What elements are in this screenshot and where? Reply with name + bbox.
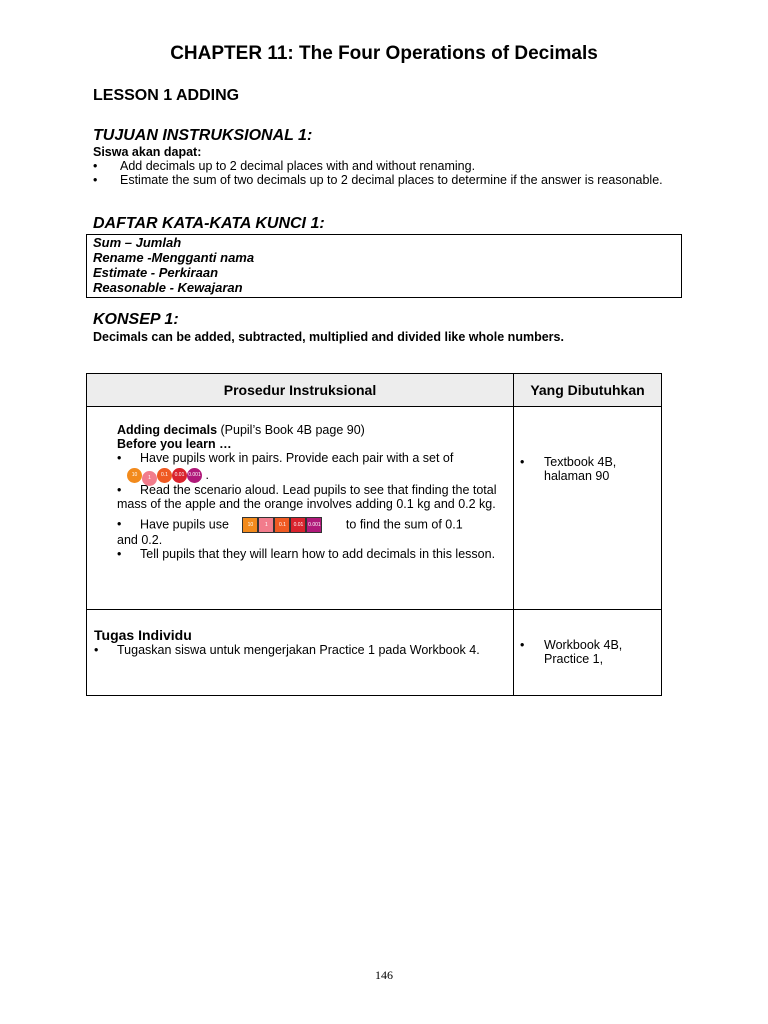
instruction-table	[86, 373, 662, 696]
keywords-box	[86, 234, 682, 298]
keyword-item: Reasonable - Kewajaran	[93, 280, 243, 295]
disc-0.1: 0.1	[157, 468, 172, 483]
place-value-squares	[232, 517, 342, 533]
objectives-section	[93, 127, 683, 187]
objectives-intro: Siswa akan dapat:	[93, 145, 202, 159]
task-item: • Tugaskan siswa untuk mengerjakan Practice 1 pada Workbook 4.	[94, 643, 512, 657]
step-3b: to find the sum of 0.1	[345, 517, 463, 532]
keyword-item: Estimate - Perkiraan	[93, 265, 219, 280]
task-resources-cell: • Workbook 4B, Practice 1,	[514, 610, 662, 696]
procedure-cell: Adding decimals (Pupil’s Book 4B page 90) Before you learn … • Have pupils work in pairs. Provide each pair with a set of 10 1 0.1 0.01 0.001 . • Read the scenario aloud. Lead pupils to see that finding the total mass of the apple and the orange involves adding 0.1 kg and 0.2 kg. • Have pupils use 10 1 0.1 0.01 0.001 to find the sum of 0.1 and 0.2. • Tell pupils that they will learn how to add decimals in this lesson.	[87, 407, 514, 610]
square-1: 1	[258, 517, 274, 533]
disc-1: 1	[142, 471, 157, 486]
step-1: Have pupils work in pairs. Provide each pair with a set of	[140, 451, 454, 465]
header-needed: Yang Dibutuhkan	[514, 374, 662, 407]
individual-task-cell	[87, 610, 514, 696]
before-you-learn: Before you learn …	[117, 437, 232, 451]
concept-text: Decimals can be added, subtracted, multiplied and divided like whole numbers.	[93, 330, 564, 344]
resource-textbook: Textbook 4B, halaman 90	[544, 455, 617, 483]
step-2: Read the scenario aloud. Lead pupils to see that finding the total mass of the apple and the orange involves adding 0.1 kg and 0.2 kg.	[117, 483, 497, 511]
task-list	[94, 643, 512, 657]
objectives-heading: TUJUAN INSTRUKSIONAL 1:	[93, 127, 313, 144]
keyword-item: Sum – Jumlah	[93, 235, 182, 250]
square-0.1: 0.1	[274, 517, 290, 533]
activity-reference: (Pupil’s Book 4B page 90)	[217, 423, 365, 437]
square-0.001: 0.001	[306, 517, 322, 533]
disc-0.001: 0.001	[187, 468, 202, 483]
resource-workbook: Workbook 4B, Practice 1,	[544, 638, 623, 666]
number-discs	[117, 465, 512, 483]
page-number: 146	[375, 968, 393, 982]
activity-title: Adding decimals	[117, 423, 218, 437]
table-row	[87, 610, 662, 696]
square-10: 10	[242, 517, 258, 533]
table-row	[87, 407, 662, 610]
objective-item: • Add decimals up to 2 decimal places with and without renaming.	[93, 159, 683, 173]
lesson-heading: LESSON 1 ADDING	[93, 87, 240, 104]
table-header-row	[87, 374, 662, 407]
keywords-heading: DAFTAR KATA-KATA KUNCI 1:	[93, 215, 325, 232]
chapter-title: CHAPTER 11: The Four Operations of Decimals	[170, 43, 598, 64]
header-procedure: Prosedur Instruksional	[87, 374, 514, 407]
individual-task-heading: Tugas Individu	[94, 627, 192, 643]
concept-heading: KONSEP 1:	[93, 311, 179, 328]
objectives-list	[93, 159, 683, 187]
disc-10: 10	[127, 468, 142, 483]
square-0.01: 0.01	[290, 517, 306, 533]
step-3a: Have pupils use	[140, 517, 229, 532]
objective-item: • Estimate the sum of two decimals up to 2 decimal places to determine if the answer is reasonable.	[93, 173, 683, 187]
keyword-item: Rename -Mengganti nama	[93, 250, 255, 265]
step-1-end: .	[205, 467, 209, 482]
resources-cell: • Textbook 4B, halaman 90	[514, 407, 662, 610]
step-4: Tell pupils that they will learn how to add decimals in this lesson.	[140, 547, 496, 561]
step-3c: and 0.2.	[117, 533, 163, 547]
disc-0.01: 0.01	[172, 468, 187, 483]
